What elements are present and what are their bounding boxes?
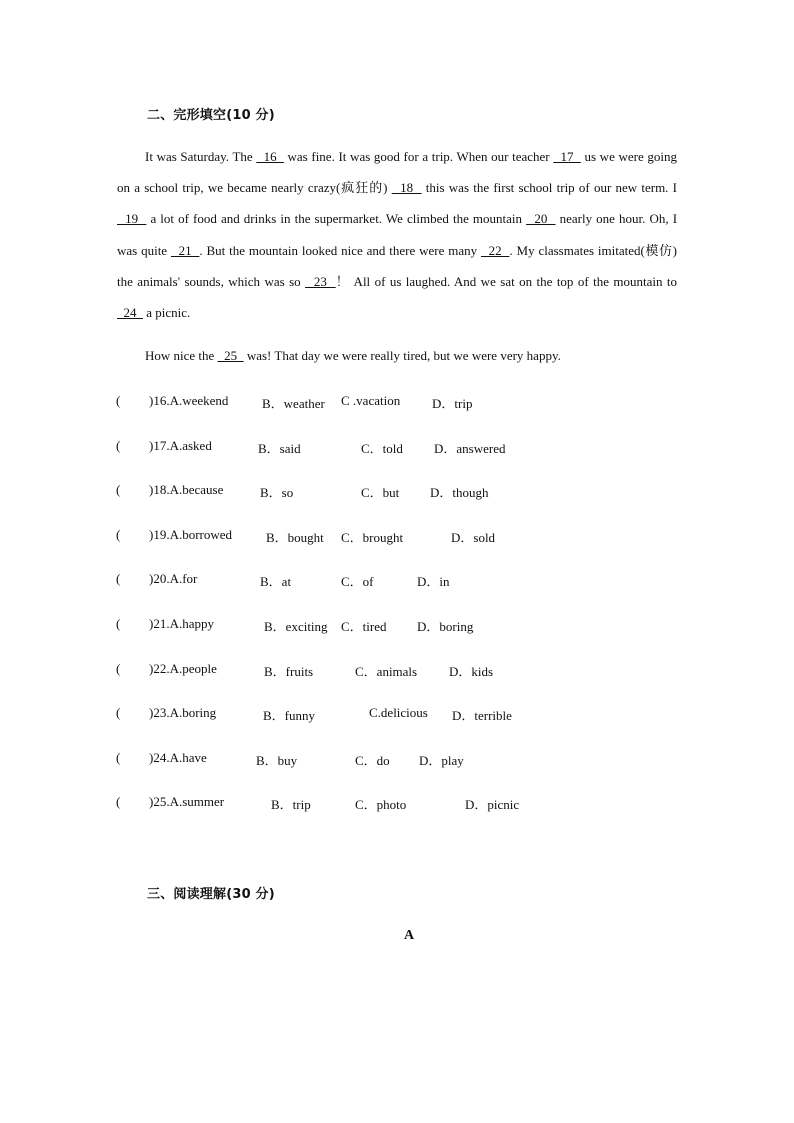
option-d: D．boring	[417, 619, 474, 634]
question-row-23	[116, 705, 676, 725]
answer-paren: (	[116, 750, 121, 765]
option-c: C．do	[355, 753, 390, 768]
option-c: C．told	[361, 441, 403, 456]
closing-line	[145, 348, 561, 364]
option-c: C．of	[341, 574, 374, 589]
option-a: )23.A.boring	[149, 705, 217, 720]
option-b: B．weather	[262, 396, 325, 411]
option-b: B．bought	[266, 530, 324, 545]
option-c: C．tired	[341, 619, 387, 634]
option-c: C．but	[361, 485, 400, 500]
closing-text: was! That day we were really tired, but we were very happy.	[243, 348, 561, 363]
option-d: D．sold	[451, 530, 496, 545]
section-title-reading: 三、阅读理解(30 分)	[147, 887, 275, 902]
blank-23: 23	[305, 273, 336, 289]
option-b: B．funny	[263, 708, 316, 723]
option-d: D．answered	[434, 441, 506, 456]
section-title-cloze: 二、完形填空(10 分)	[147, 108, 275, 123]
part-label: A	[404, 928, 415, 943]
answer-paren: (	[116, 393, 121, 408]
passage-text: a picnic.	[143, 305, 191, 321]
option-d: D．trip	[432, 396, 473, 411]
question-row-20	[116, 571, 676, 591]
option-c: C．animals	[355, 664, 418, 679]
question-row-18	[116, 482, 676, 502]
question-row-22	[116, 661, 676, 681]
passage-text: this was the first school trip of our new term. I	[421, 180, 677, 196]
question-row-19	[116, 527, 676, 547]
option-a: )18.A.because	[149, 482, 224, 497]
option-c: C．photo	[355, 797, 407, 812]
option-c: C．brought	[341, 530, 404, 545]
blank-19: 19	[117, 211, 147, 227]
option-a: )17.A.asked	[149, 438, 212, 453]
passage-text: a lot of food and drinks in the supermarket. We climbed the mountain	[146, 211, 527, 227]
answer-paren: (	[116, 438, 121, 453]
blank-22: 22	[480, 242, 510, 258]
closing-text: How nice the	[145, 348, 218, 363]
blank-25: 25	[217, 348, 244, 363]
option-b: B．at	[260, 574, 292, 589]
option-a: )25.A.summer	[149, 794, 225, 809]
option-c: C.delicious	[369, 705, 428, 720]
blank-24: 24	[117, 305, 143, 321]
question-row-17	[116, 438, 676, 458]
option-a: )22.A.people	[149, 661, 217, 676]
answer-paren: (	[116, 705, 121, 720]
answer-paren: (	[116, 527, 121, 542]
question-row-16	[116, 393, 676, 413]
passage-text: . My classmates imitated(模仿) the animals' sounds, which was so	[117, 242, 677, 289]
option-c: C .vacation	[341, 393, 401, 408]
blank-16: 16	[256, 149, 284, 164]
option-b: B．buy	[256, 753, 298, 768]
blank-17: 17	[553, 149, 581, 164]
option-a: )16.A.weekend	[149, 393, 229, 408]
answer-paren: (	[116, 616, 121, 631]
option-d: D．kids	[449, 664, 494, 679]
question-row-25	[116, 794, 676, 814]
option-b: B．trip	[271, 797, 311, 812]
option-a: )19.A.borrowed	[149, 527, 233, 542]
passage-text: was fine. It was good for a trip. When our teacher	[283, 149, 554, 164]
passage-text: ！ All of us laughed. And we sat on the top of the mountain to	[335, 273, 677, 289]
option-d: D．picnic	[465, 797, 520, 812]
option-b: B．fruits	[264, 664, 314, 679]
blank-20: 20	[526, 211, 556, 227]
option-b: B．said	[258, 441, 301, 456]
blank-21: 21	[170, 242, 200, 258]
option-a: )24.A.have	[149, 750, 207, 765]
option-a: )21.A.happy	[149, 616, 214, 631]
option-b: B．so	[260, 485, 294, 500]
option-a: )20.A.for	[149, 571, 198, 586]
question-row-24	[116, 750, 676, 770]
passage-text: us we were going on a school trip, we became nearly crazy(疯狂的)	[117, 149, 677, 196]
option-b: B．exciting	[264, 619, 328, 634]
option-d: D．play	[419, 753, 464, 768]
blank-18: 18	[391, 180, 422, 196]
cloze-passage	[117, 141, 677, 328]
option-d: D．though	[430, 485, 489, 500]
passage-text: It was Saturday. The	[145, 149, 257, 164]
passage-text: nearly one hour. Oh, I was quite	[117, 211, 678, 258]
question-row-21	[116, 616, 676, 636]
answer-paren: (	[116, 482, 121, 497]
answer-paren: (	[116, 571, 121, 586]
passage-text: . But the mountain looked nice and there were many	[199, 242, 481, 258]
option-d: D．in	[417, 574, 450, 589]
option-d: D．terrible	[452, 708, 512, 723]
answer-paren: (	[116, 661, 121, 676]
answer-paren: (	[116, 794, 121, 809]
